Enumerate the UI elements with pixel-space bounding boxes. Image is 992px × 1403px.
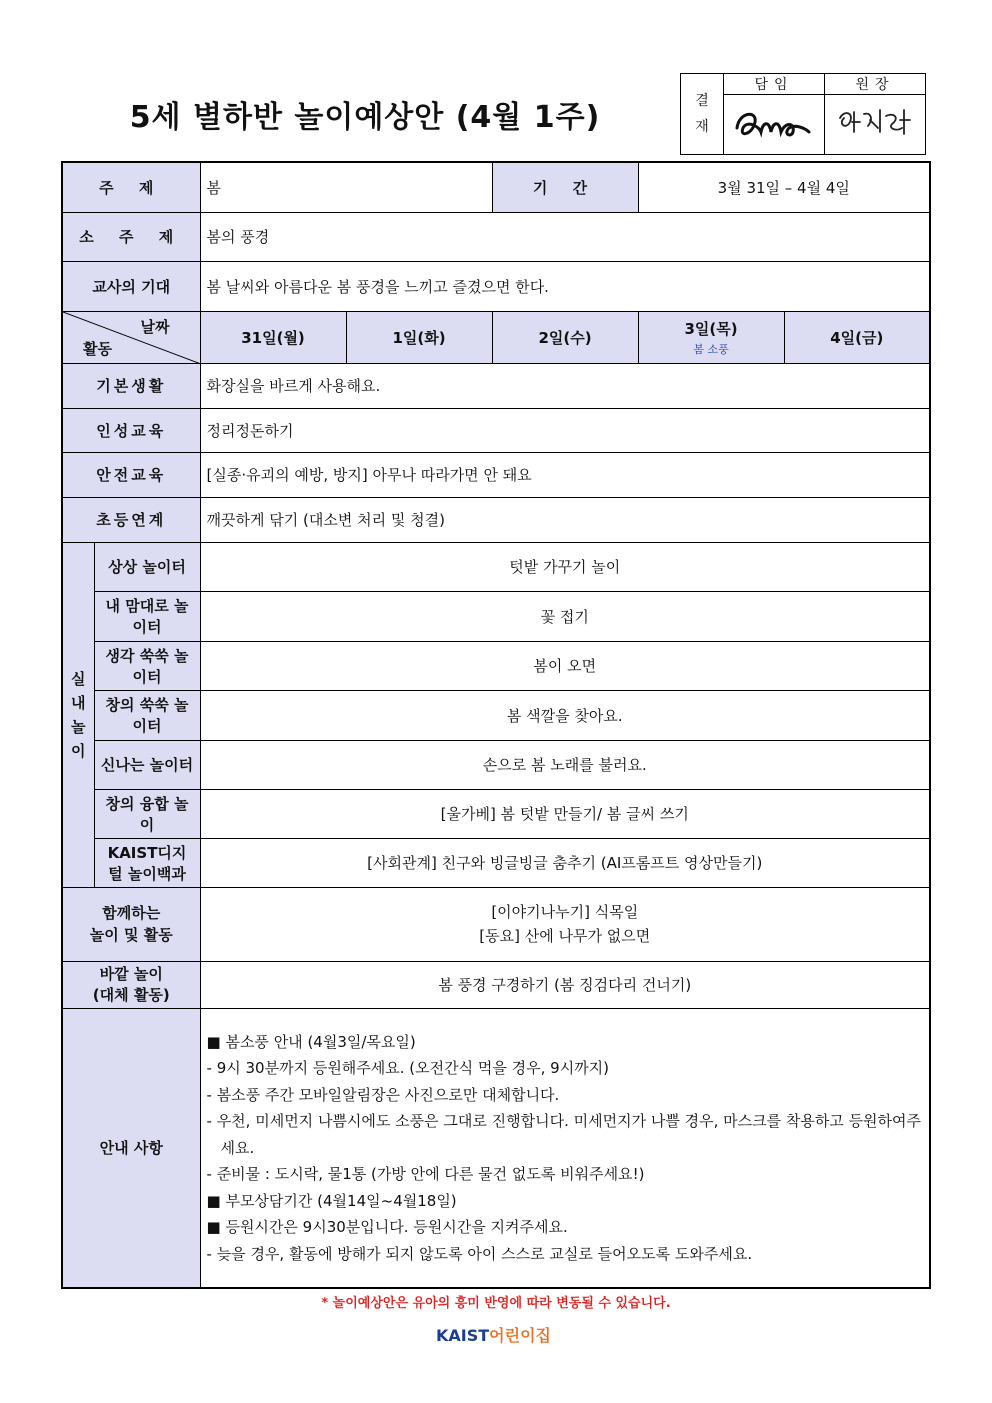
day-label: 1일(화) — [392, 328, 446, 347]
indoor-row-value: 텃밭 가꾸기 놀이 — [200, 542, 930, 591]
character-edu-label: 인성교육 — [62, 408, 200, 452]
day-label: 2일(수) — [538, 328, 592, 347]
indoor-row-label: 상상 놀이터 — [94, 542, 200, 591]
indoor-row-label: 생각 쑥쑥 놀이터 — [94, 641, 200, 690]
indoor-label-char: 실 — [71, 669, 86, 688]
day-header — [784, 311, 930, 363]
indoor-row-label: 창의 융합 놀이 — [94, 789, 200, 838]
kaist-daycare-logo — [436, 1323, 551, 1346]
elementary-link-label: 초등연계 — [62, 497, 200, 542]
indoor-label-char: 이 — [71, 741, 86, 760]
teacher-signature — [724, 95, 825, 155]
together-label — [62, 887, 200, 961]
day-label: 31일(월) — [241, 328, 305, 347]
notice-content — [200, 1008, 930, 1288]
notice-line: ■ 부모상담기간 (4월14일~4월18일) — [206, 1191, 457, 1210]
topic-label: 주 제 — [62, 162, 200, 212]
expectation-label: 교사의 기대 — [62, 261, 200, 311]
indoor-row-value: 봄이 오면 — [200, 641, 930, 690]
notice-line: - 9시 30분까지 등원해주세요. (오전간식 먹을 경우, 9시까지) — [206, 1059, 610, 1077]
day-header — [492, 311, 638, 363]
day-note: 봄 소풍 — [693, 342, 729, 356]
indoor-row-value: 손으로 봄 노래를 불러요. — [200, 740, 930, 789]
activity-label: 활동 — [83, 339, 112, 358]
approval-side-label-2: 재 — [695, 119, 709, 135]
outdoor-label-line: (대체 활동) — [92, 985, 170, 1004]
notice-line: - 준비물 : 도시락, 물1통 (가방 안에 다른 물건 없도록 비워주세요!) — [206, 1165, 645, 1183]
indoor-label-char: 내 — [71, 693, 86, 712]
indoor-row-value: [울가베] 봄 텃밭 만들기/ 봄 글씨 쓰기 — [200, 789, 930, 838]
day-header — [638, 311, 784, 363]
notice-line: - 봄소풍 주간 모바일알림장은 사진으로만 대체합니다. — [206, 1085, 560, 1104]
day-label: 3일(목) — [684, 319, 738, 338]
period-value: 3월 31일 – 4월 4일 — [638, 162, 930, 212]
logo-text-kaist: KAIST — [436, 1326, 490, 1345]
subtopic-label: 소 주 제 — [62, 212, 200, 261]
notice-line: - 늦을 경우, 활동에 방해가 되지 않도록 아이 스스로 교실로 들어오도록 도와주세요. — [206, 1244, 753, 1263]
indoor-row-label: 창의 쑥쑥 놀이터 — [94, 690, 200, 740]
subtopic-value: 봄의 풍경 — [200, 212, 930, 261]
approval-director-header: 원장 — [825, 74, 926, 95]
outdoor-label-line: 바깥 놀이 — [99, 964, 163, 983]
outdoor-label — [62, 961, 200, 1008]
approval-teacher-header: 담임 — [724, 74, 825, 95]
approval-box — [680, 73, 926, 155]
director-signature — [825, 95, 926, 155]
indoor-row-value: [사회관계] 친구와 빙글빙글 춤추기 (AI프롬프트 영상만들기) — [200, 838, 930, 887]
notice-line: ■ 등원시간은 9시30분입니다. 등원시간을 지켜주세요. — [206, 1218, 568, 1236]
date-activity-header — [62, 311, 200, 363]
notice-line: ■ 봄소풍 안내 (4월3일/목요일) — [206, 1032, 416, 1051]
indoor-row-label: 신나는 놀이터 — [94, 740, 200, 789]
together-value — [200, 887, 930, 961]
period-label: 기 간 — [492, 162, 638, 212]
plan-table — [61, 161, 931, 1289]
indoor-play-group-label — [62, 542, 94, 887]
indoor-row-label: 내 맘대로 놀이터 — [94, 591, 200, 641]
notice-line: - 우천, 미세먼지 나쁨시에도 소풍은 그대로 진행합니다. 미세먼지가 나쁠 경우, 마스크를 착용하고 등원하여주세요. — [206, 1112, 922, 1157]
safety-edu-value: [실종·유괴의 예방, 방지] 아무나 따라가면 안 돼요 — [200, 452, 930, 497]
basic-life-value: 화장실을 바르게 사용해요. — [200, 363, 930, 408]
topic-value: 봄 — [200, 162, 492, 212]
date-label: 날짜 — [140, 317, 170, 336]
character-edu-value: 정리정돈하기 — [200, 408, 930, 452]
approval-side-label — [681, 74, 724, 155]
day-label: 4일(금) — [830, 328, 884, 347]
logo-text-daycare: 어린이집 — [489, 1326, 551, 1345]
together-line: [동요] 산에 나무가 없으면 — [479, 927, 651, 945]
day-header — [346, 311, 492, 363]
indoor-label-char: 놀 — [71, 717, 86, 736]
elementary-link-value: 깨끗하게 닦기 (대소변 처리 및 청결) — [200, 497, 930, 542]
together-line: [이야기나누기] 식목일 — [491, 903, 639, 921]
approval-side-label-1: 결 — [695, 93, 709, 109]
notice-label: 안내 사항 — [62, 1008, 200, 1288]
page-title: 5세 별하반 놀이예상안 (4월 1주) — [129, 100, 601, 135]
indoor-row-value: 봄 색깔을 찾아요. — [200, 690, 930, 740]
together-label-line: 놀이 및 활동 — [89, 926, 173, 944]
together-label-line: 함께하는 — [102, 904, 161, 922]
footnote: * 놀이예상안은 유아의 흥미 반영에 따라 변동될 수 있습니다. — [321, 1296, 671, 1311]
indoor-row-value: 꽃 접기 — [200, 591, 930, 641]
indoor-row-label: KAIST디지털 놀이백과 — [94, 838, 200, 887]
safety-edu-label: 안전교육 — [62, 452, 200, 497]
basic-life-label: 기본생활 — [62, 363, 200, 408]
expectation-value: 봄 날씨와 아름다운 봄 풍경을 느끼고 즐겼으면 한다. — [200, 261, 930, 311]
outdoor-value: 봄 풍경 구경하기 (봄 징검다리 건너기) — [200, 961, 930, 1008]
day-header — [200, 311, 346, 363]
